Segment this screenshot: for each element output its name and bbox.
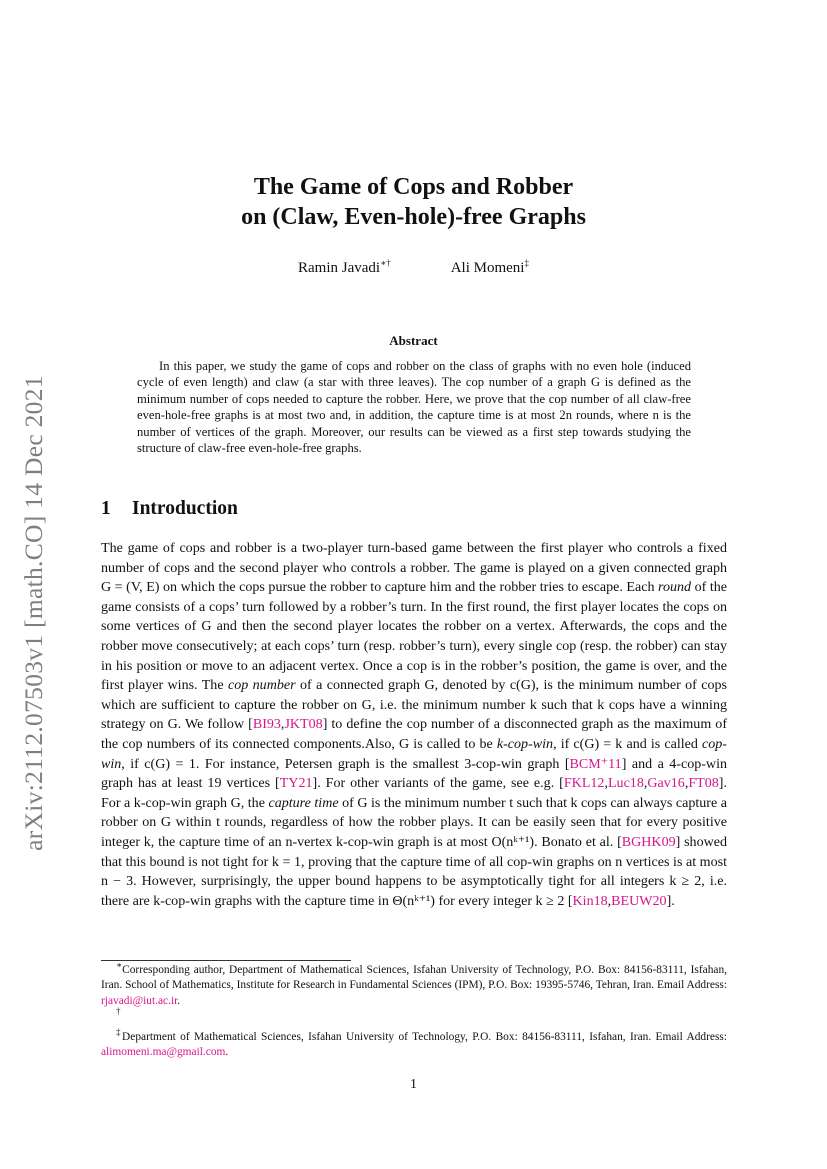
term-cop-number: cop number	[227, 677, 296, 694]
intro-text: , if c(G) = k and is called	[553, 735, 703, 752]
intro-text: ,	[684, 775, 689, 792]
term-cop-win: cop-win	[101, 735, 727, 772]
intro-text: The game of cops and robber is a two-player turn-based game between the first player who controls a fixed number of cops and the second player who controls a robber. The game is played on a given connected graph G = (V, E) on which the cops pursue the robber to capture him and the robber tries to escape. Each	[101, 540, 727, 596]
citation-link[interactable]: Gav16	[647, 775, 685, 792]
email-link[interactable]: alimomeni.ma@gmail.com	[101, 1046, 226, 1059]
abstract-heading: Abstract	[389, 333, 438, 348]
footnote-mark: ‡	[116, 1027, 123, 1038]
author-1	[298, 260, 391, 277]
intro-text: of G is the minimum number t such that k cops can always capture a robber on G within t rounds, regardless of how the robber plays. It can be easily seen that for every positive integer k, the capture time of an n-vertex k-cop-win graph is at most O(nᵏ⁺¹). Bonato et al. [	[101, 794, 727, 850]
intro-paragraph	[101, 539, 727, 911]
citation-link[interactable]: BI93	[252, 716, 281, 733]
paper-title	[0, 172, 827, 232]
term-round: round	[658, 579, 692, 596]
section-title: Introduction	[132, 498, 238, 519]
footnotes	[101, 960, 727, 1060]
intro-text: ] and a 4-cop-win graph has at least 19 vertices [	[101, 755, 727, 792]
footnote-text: .	[177, 994, 181, 1007]
intro-text: ]. For a k-cop-win graph G, the	[101, 775, 727, 811]
citation-link[interactable]: FT08	[688, 775, 719, 792]
intro-text: , if c(G) = 1. For instance, Petersen graph is the smallest 3-cop-win graph [	[121, 755, 570, 772]
citation-link[interactable]: BEUW20	[611, 892, 667, 909]
author-name: Ali Momeni	[450, 260, 525, 276]
footnote-1	[101, 960, 727, 1009]
intro-text: ]. For other variants of the game, see e.g. [	[312, 775, 564, 792]
author-2	[451, 260, 529, 277]
arxiv-stamp	[14, 340, 54, 885]
footnote-mark: ∗	[116, 960, 123, 971]
section-heading	[101, 498, 238, 520]
author-marks: ‡	[524, 258, 529, 268]
intro-text: ,	[280, 716, 285, 733]
citation-link[interactable]: BGHK09	[621, 833, 676, 850]
citation-link[interactable]: BCM⁺11	[569, 755, 622, 772]
footnote-text: Corresponding author, Department of Mathematical Sciences, Isfahan University of Technology, P.O. Box: 84156-83111, Isfahan, Iran. School of Mathematics, Institute for Research in Fundamental Sciences (IPM), P.O. Box: 19395-5746, Tehran, Iran. Email Address:	[101, 964, 727, 992]
intro-text: of the game consists of a cops’ turn followed by a robber’s turn. In the first round, the first player locates the cops on some vertices of G and then the second player locates the robber on a vertex. Afterwards, the cops and the robber move consecutively; at each cops’ turn (resp. robber’s turn), every single cop (resp. the robber) can stay in his position or move to an adjacent vertex. Once a cop is in the robber’s position, the game is over, and the first player wins. The	[101, 579, 727, 694]
intro-text: ] to define the cop number of a disconnected graph as the maximum of the cop numbers of its connected components.Also, G is called to be	[101, 716, 727, 752]
footnote-3	[101, 1027, 727, 1061]
intro-text: of a connected graph G, denoted by c(G), is the minimum number of cops which are sufficient to capture the robber on G, i.e. the minimum number k such that k cops have a winning strategy on G. We follow [	[101, 677, 727, 733]
intro-text: ] showed that this bound is not tight for k = 1, proving that the capture time of all cop-win graphs on n vertices is at most n − 3. However, surprisingly, the upper bound happens to be asymptotically tight for all integers k ≥ 2, i.e. there are k-cop-win graphs with the capture time in Θ(nᵏ⁺¹) for every integer k ≥ 2 [	[101, 833, 728, 909]
title-line-2: on (Claw, Even-hole)-free Graphs	[241, 204, 586, 230]
page-number: 1	[410, 1077, 417, 1092]
intro-text: ,	[643, 775, 648, 792]
footnote-rule	[101, 960, 351, 961]
citation-link[interactable]: FKL12	[563, 775, 605, 792]
term-k-cop-win: k-cop-win	[496, 735, 554, 752]
footnote-2	[101, 1006, 727, 1024]
intro-text: ,	[604, 775, 608, 792]
citation-link[interactable]: JKT08	[284, 716, 323, 733]
author-name: Ramin Javadi	[298, 260, 381, 276]
intro-text: ,	[607, 892, 612, 909]
term-capture-time: capture time	[268, 794, 339, 811]
author-marks: ∗†	[380, 258, 391, 268]
footnote-mark: †	[116, 1006, 121, 1017]
email-link[interactable]: rjavadi@iut.ac.ir	[101, 994, 178, 1007]
author-list	[0, 260, 827, 277]
abstract-text: In this paper, we study the game of cops and robber on the class of graphs with no even hole (induced cycle of even length) and claw (a star with three leaves). The cop number of a graph G is defined as the minimum number of cops needed to capture the robber. Here, we prove that the cop number of all claw-free even-hole-free graphs is at most two and, in addition, the capture time is at most 2n rounds, where n is the number of vertices of the graph. Moreover, our results can be viewed as a first step towards studying the structure of claw-free even-hole-free graphs.	[137, 359, 691, 456]
intro-text: ].	[666, 892, 675, 909]
footnote-text: Department of Mathematical Sciences, Isfahan University of Technology, P.O. Box: 84156-83111, Isfahan, Iran. Email Address:	[122, 1030, 727, 1043]
citation-link[interactable]: Luc18	[607, 775, 644, 792]
footnote-text: .	[225, 1046, 229, 1059]
citation-link[interactable]: Kin18	[572, 892, 608, 909]
section-number: 1	[101, 498, 111, 519]
title-line-1: The Game of Cops and Robber	[253, 174, 574, 200]
citation-link[interactable]: TY21	[279, 775, 313, 792]
arxiv-id: arXiv:2112.07503v1 [math.CO] 14 Dec 2021	[19, 374, 48, 851]
